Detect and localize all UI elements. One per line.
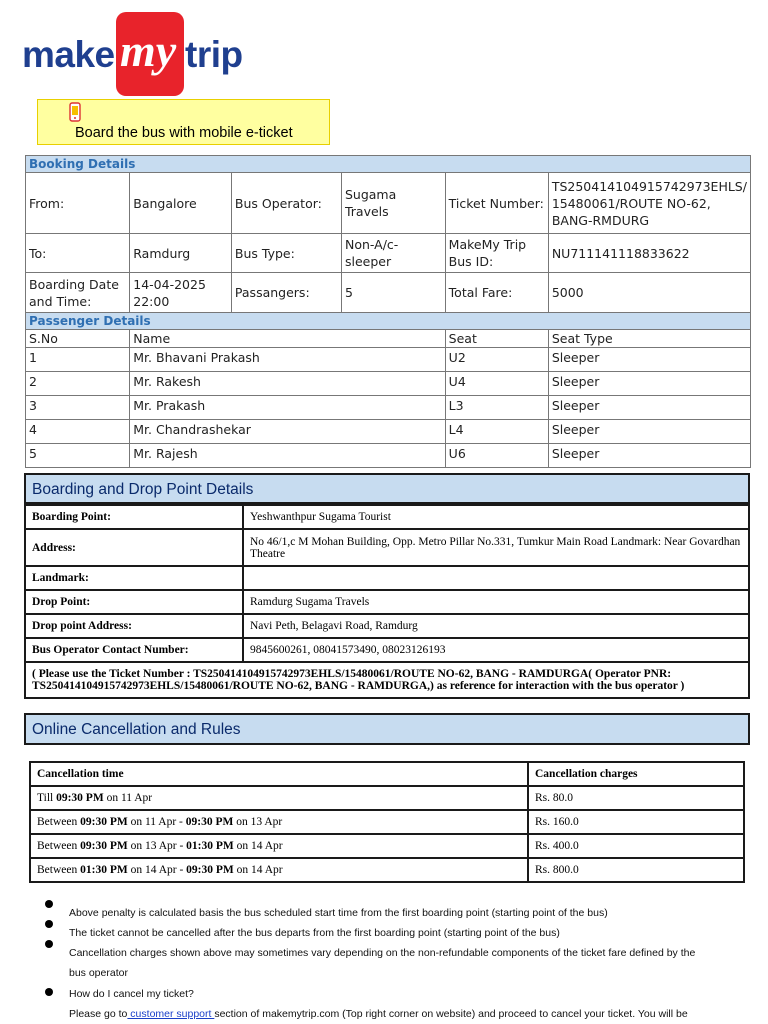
passenger-row (26, 396, 751, 420)
total-fare-value: 5000 (548, 273, 750, 313)
passenger-name: Mr. Rajesh (130, 444, 445, 468)
passenger-seat: U6 (445, 444, 548, 468)
col-seattype-header: Seat Type (548, 330, 750, 348)
mobile-ticket-banner (37, 99, 330, 145)
landmark-label: Landmark: (25, 566, 243, 590)
passenger-row (26, 372, 751, 396)
passenger-seat: U4 (445, 372, 548, 396)
boarding-drop-heading: Boarding and Drop Point Details (32, 481, 254, 498)
booking-details-heading: Booking Details (26, 156, 751, 173)
rule-item-continued: bus operator (69, 967, 128, 979)
bullet-icon (45, 900, 53, 908)
address-label: Address: (25, 529, 243, 566)
drop-address-label: Drop point Address: (25, 614, 243, 638)
logo-my-text: my (120, 25, 177, 76)
cancellation-time: Till 09:30 PM on 11 Apr (30, 786, 528, 810)
cancellation-time: Between 09:30 PM on 11 Apr - 09:30 PM on 13 Apr (30, 810, 528, 834)
passenger-seat-type: Sleeper (548, 372, 750, 396)
address-value: No 46/1,c M Mohan Building, Opp. Metro Pillar No.331, Tumkur Main Road Landmark: Near Govardhan Theatre (243, 529, 749, 566)
operator-contact-value: 9845600261, 08041573490, 08023126193 (243, 638, 749, 662)
to-label: To: (26, 234, 130, 273)
passenger-seat: L3 (445, 396, 548, 420)
to-value: Ramdurg (130, 234, 232, 273)
cancellation-time-header: Cancellation time (30, 762, 528, 786)
cancellation-charges-header: Cancellation charges (528, 762, 744, 786)
passenger-name: Mr. Rakesh (130, 372, 445, 396)
mobile-ticket-text: Board the bus with mobile e-ticket (75, 125, 293, 141)
cancellation-heading-bar (24, 713, 750, 745)
cancellation-row (30, 786, 744, 810)
landmark-value (243, 566, 749, 590)
from-value: Bangalore (130, 173, 232, 234)
bus-type-label: Bus Type: (231, 234, 341, 273)
drop-point-value: Ramdurg Sugama Travels (243, 590, 749, 614)
ticket-number-value: TS250414104915742973EHLS/ 15480061/ROUTE NO-62, BANG-RMDURG (548, 173, 750, 234)
bus-operator-value: Sugama Travels (341, 173, 445, 234)
total-fare-label: Total Fare: (445, 273, 548, 313)
passenger-details-heading: Passenger Details (26, 313, 751, 330)
passenger-sno: 5 (26, 444, 130, 468)
cancellation-charge: Rs. 800.0 (528, 858, 744, 882)
boarding-datetime-value: 14-04-2025 22:00 (130, 273, 232, 313)
cancellation-table (29, 761, 745, 883)
cancellation-row (30, 858, 744, 882)
passenger-row (26, 420, 751, 444)
drop-address-value: Navi Peth, Belagavi Road, Ramdurg (243, 614, 749, 638)
boarding-point-label: Boarding Point: (25, 505, 243, 529)
passenger-sno: 4 (26, 420, 130, 444)
cancellation-time: Between 01:30 PM on 14 Apr - 09:30 PM on 14 Apr (30, 858, 528, 882)
mmt-bus-id-value: NU711141118833622 (548, 234, 750, 273)
passenger-name: Mr. Bhavani Prakash (130, 348, 445, 372)
booking-details-table (25, 155, 751, 468)
passenger-seat-type: Sleeper (548, 396, 750, 420)
operator-contact-label: Bus Operator Contact Number: (25, 638, 243, 662)
passenger-seat: L4 (445, 420, 548, 444)
makemytrip-logo (22, 8, 262, 98)
rule-item: The ticket cannot be cancelled after the bus departs from the first boarding point (starting point of the bus) (69, 927, 560, 939)
cancellation-row (30, 834, 744, 858)
bus-operator-label: Bus Operator: (231, 173, 341, 234)
passenger-sno: 2 (26, 372, 130, 396)
bullet-icon (45, 940, 53, 948)
customer-support-link[interactable]: customer support (127, 1008, 215, 1020)
passenger-name: Mr. Chandrashekar (130, 420, 445, 444)
faq-question: How do I cancel my ticket? (69, 988, 194, 1000)
bullet-icon (45, 988, 53, 996)
passengers-value: 5 (341, 273, 445, 313)
col-seat-header: Seat (445, 330, 548, 348)
bus-type-value: Non-A/c-sleeper (341, 234, 445, 273)
cancellation-charge: Rs. 80.0 (528, 786, 744, 810)
mobile-phone-icon (69, 102, 81, 122)
ticket-number-label: Ticket Number: (445, 173, 548, 234)
logo-trip-text: trip (185, 34, 243, 75)
rule-item: Above penalty is calculated basis the bus scheduled start time from the first boarding point (starting point of the bus) (69, 907, 608, 919)
passenger-seat: U2 (445, 348, 548, 372)
boarding-drop-table (24, 504, 750, 699)
passenger-name: Mr. Prakash (130, 396, 445, 420)
col-name-header: Name (130, 330, 445, 348)
cancellation-time: Between 09:30 PM on 13 Apr - 01:30 PM on 14 Apr (30, 834, 528, 858)
passenger-sno: 3 (26, 396, 130, 420)
rule-item: Cancellation charges shown above may sometimes vary depending on the non-refundable components of the ticket fare defined by the (69, 947, 696, 959)
cancellation-heading: Online Cancellation and Rules (32, 721, 241, 738)
logo-make-text: make (22, 34, 115, 75)
passengers-label: Passangers: (231, 273, 341, 313)
drop-point-label: Drop Point: (25, 590, 243, 614)
cancellation-charge: Rs. 160.0 (528, 810, 744, 834)
faq-answer: Please go to customer support section of makemytrip.com (Top right corner on website) and proceed to cancel your ticket. You will be (69, 1008, 688, 1020)
passenger-seat-type: Sleeper (548, 348, 750, 372)
bullet-icon (45, 920, 53, 928)
boarding-drop-heading-bar (24, 473, 750, 504)
passenger-row (26, 348, 751, 372)
boarding-datetime-label: Boarding Date and Time: (26, 273, 130, 313)
passenger-seat-type: Sleeper (548, 420, 750, 444)
col-sno-header: S.No (26, 330, 130, 348)
passenger-seat-type: Sleeper (548, 444, 750, 468)
passenger-sno: 1 (26, 348, 130, 372)
cancellation-charge: Rs. 400.0 (528, 834, 744, 858)
boarding-point-value: Yeshwanthpur Sugama Tourist (243, 505, 749, 529)
mmt-bus-id-label: MakeMy Trip Bus ID: (445, 234, 548, 273)
from-label: From: (26, 173, 130, 234)
cancellation-row (30, 810, 744, 834)
passenger-row (26, 444, 751, 468)
ticket-reference-note: ( Please use the Ticket Number : TS250414104915742973EHLS/15480061/ROUTE NO-62, BANG - RAMDURGA( Operator PNR: TS250414104915742973EHLS/15480061/ROUTE NO-62, BANG - RAMDURGA,) as reference for interaction with the bus operator ) (25, 662, 749, 698)
